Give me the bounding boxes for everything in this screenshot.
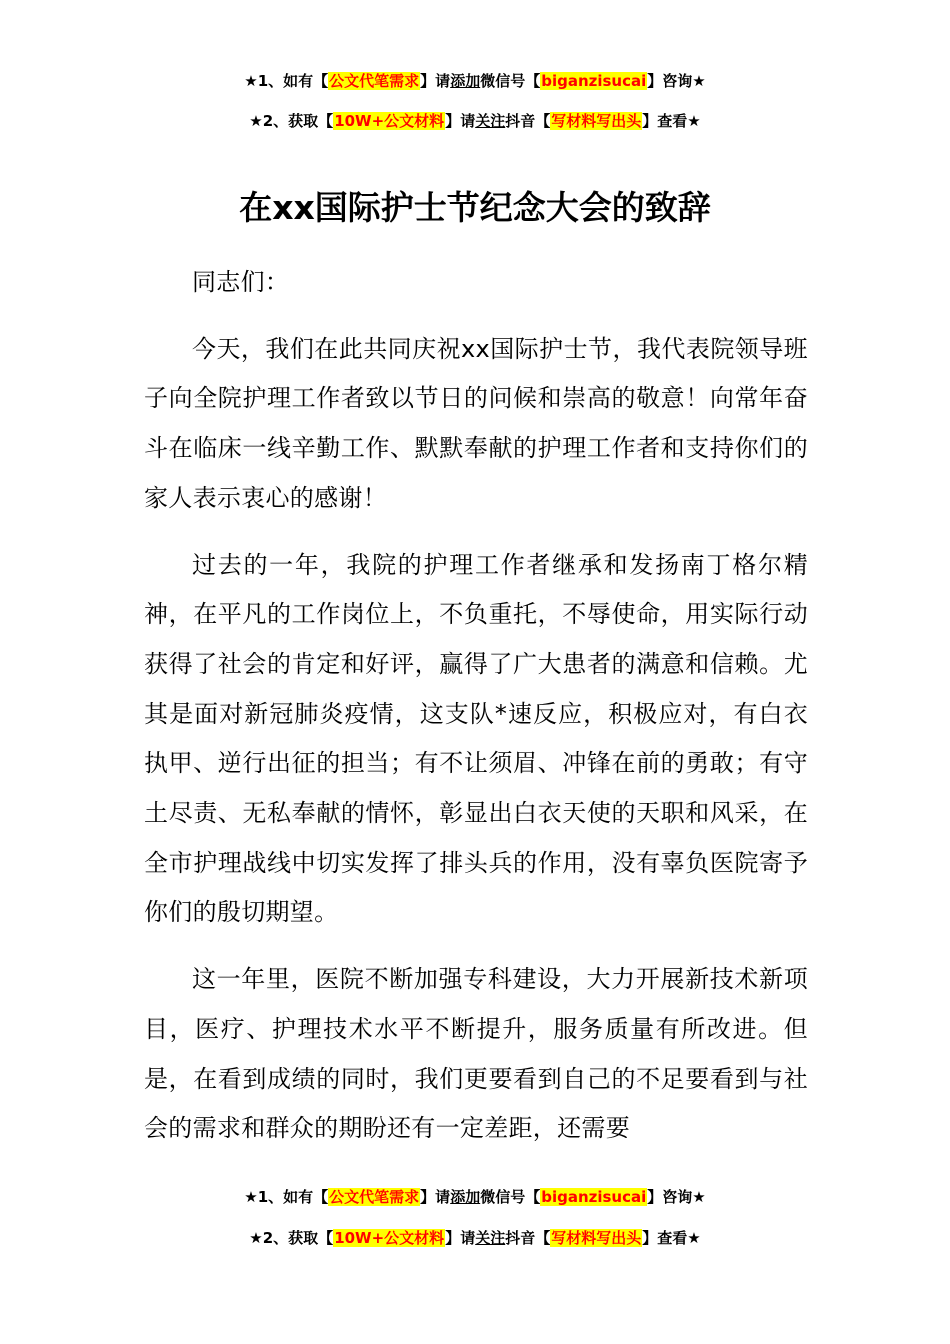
ad-highlight-wechat-id: biganzisucai xyxy=(541,72,647,90)
ad-prefix: ★2、获取【 xyxy=(249,112,334,130)
ad-underlined-action: 添加 xyxy=(450,1188,481,1206)
ad-underlined-action: 关注 xyxy=(475,1229,506,1247)
ad-suffix: 】咨询★ xyxy=(647,72,706,90)
footer-ad-line-1 xyxy=(0,1186,950,1208)
header-ad-line-1 xyxy=(0,70,950,92)
header-ad-line-2 xyxy=(0,110,950,132)
ad-underlined-action: 关注 xyxy=(475,112,506,130)
ad-highlight-materials: 10W+公文材料 xyxy=(334,1229,445,1247)
ad-prefix: ★1、如有【 xyxy=(244,72,329,90)
ad-prefix: ★1、如有【 xyxy=(244,1188,329,1206)
footer-ad-line-2 xyxy=(0,1227,950,1249)
ad-text: 】请 xyxy=(420,72,451,90)
ad-highlight-douyin-id: 写材料写出头 xyxy=(551,1229,642,1247)
ad-prefix: ★2、获取【 xyxy=(249,1229,334,1247)
ad-highlight-douyin-id: 写材料写出头 xyxy=(551,112,642,130)
ad-text: 微信号【 xyxy=(480,1188,541,1206)
paragraph-3: 这一年里，医院不断加强专科建设，大力开展新技术新项目，医疗、护理技术水平不断提升，服务质量有所改进。但是，在看到成绩的同时，我们更要看到自己的不足要看到与社会的需求和群众的期盼还有一定差距，还需要 xyxy=(144,965,808,1143)
ad-suffix: 】查看★ xyxy=(642,112,701,130)
ad-underlined-action: 添加 xyxy=(450,72,481,90)
ad-text: 微信号【 xyxy=(480,72,541,90)
ad-text: 】请 xyxy=(445,112,476,130)
ad-suffix: 】查看★ xyxy=(642,1229,701,1247)
ad-text: 抖音【 xyxy=(505,1229,551,1247)
document-body xyxy=(144,258,808,1154)
ad-highlight-service: 公文代笔需求 xyxy=(329,72,420,90)
ad-text: 】请 xyxy=(445,1229,476,1247)
ad-highlight-materials: 10W+公文材料 xyxy=(334,112,445,130)
ad-highlight-service: 公文代笔需求 xyxy=(329,1188,420,1206)
ad-text: 】请 xyxy=(420,1188,451,1206)
ad-highlight-wechat-id: biganzisucai xyxy=(541,1188,647,1206)
paragraph-1: 今天，我们在此共同庆祝xx国际护士节，我代表院领导班子向全院护理工作者致以节日的问候和崇高的敬意！向常年奋斗在临床一线辛勤工作、默默奉献的护理工作者和支持你们的家人表示衷心的感谢！ xyxy=(144,334,808,512)
salutation: 同志们： xyxy=(192,268,290,296)
ad-text: 抖音【 xyxy=(505,112,551,130)
document-title: 在xx国际护士节纪念大会的致辞 xyxy=(239,188,711,227)
paragraph-2: 过去的一年，我院的护理工作者继承和发扬南丁格尔精神，在平凡的工作岗位上，不负重托，不辱使命，用实际行动获得了社会的肯定和好评，赢得了广大患者的满意和信赖。尤其是面对新冠肺炎疫情，这支队*速反应，积极应对，有白衣执甲、逆行出征的担当；有不让须眉、冲锋在前的勇敢；有守土尽责、无私奉献的情怀，彰显出白衣天使的天职和风采，在全市护理战线中切实发挥了排头兵的作用，没有辜负医院寄予你们的殷切期望。 xyxy=(144,550,808,927)
ad-suffix: 】咨询★ xyxy=(647,1188,706,1206)
